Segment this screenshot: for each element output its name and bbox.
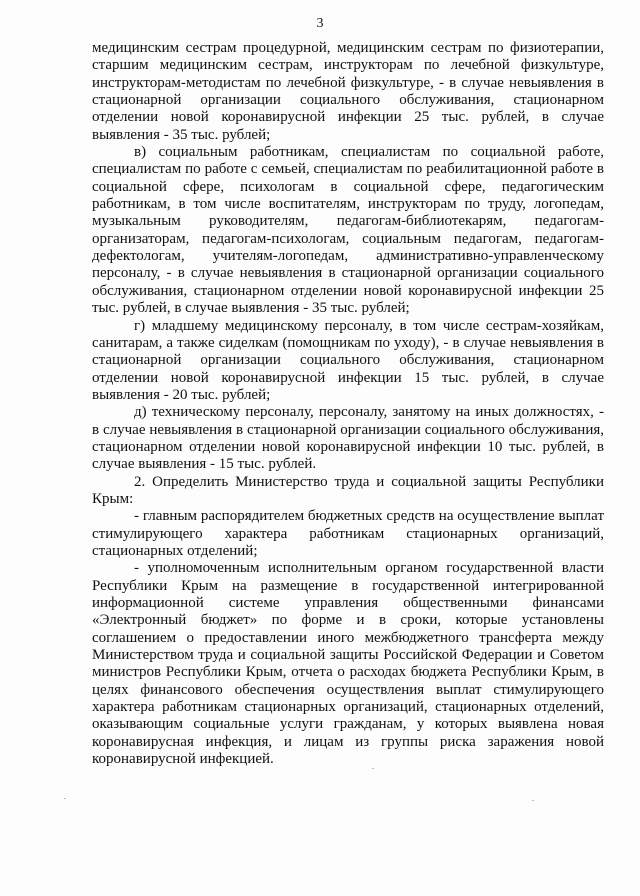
paragraph-continuation: медицинским сестрам процедурной, медицинским сестрам по физиотерапии, старшим медицинским сестрам, инструкторам по лечебной физкультуре, инструкторам-методистам по лечебной физкультуре, - в случае невыявления в стационарной организации социального обслуживания, стационарном отделении новой коронавирусной инфекции 25 тыс. рублей, в случае выявления - 35 тыс. рублей; bbox=[92, 40, 604, 143]
scan-speck bbox=[532, 800, 534, 801]
paragraph-dash-authorized-body: - уполномоченным исполнительным органом государственной власти Республики Крым на размещение в государственной интегрированной информационной системе управления общественными финансами «Электронный бюджет» по форме и в сроки, которые установлены соглашением о предоставлении иного межбюджетного трансферта между Министерством труда и социальной защиты Российской Федерации и Советом министров Республики Крым, отчета о расходах бюджета Республики Крым, в целях финансового обеспечения осуществления выплат стимулирующего характера работникам стационарных организаций, стационарных отделений, оказывающим социальные услуги гражданам, у которых выявлена новая коронавирусная инфекция, и лицам из группы риска заражения новой коронавирусной инфекцией. bbox=[92, 560, 604, 768]
document-body bbox=[92, 40, 604, 768]
scan-speck bbox=[372, 768, 374, 769]
paragraph-item-g: г) младшему медицинскому персоналу, в том числе сестрам-хозяйкам, санитарам, а также сиделкам (помощникам по уходу), - в случае невыявления в стационарной организации социального обслуживания, стационарном отделении новой коронавирусной инфекции 15 тыс. рублей, в случае выявления - 20 тыс. рублей; bbox=[92, 317, 604, 403]
paragraph-item-v: в) социальным работникам, специалистам по социальной работе, специалистам по работе с семьей, специалистам по реабилитационной работе в социальной сфере, психологам в социальной сфере, педагогическим работникам, в том числе воспитателям, инструкторам по труду, логопедам, музыкальным руководителям, педагогам-библиотекарям, педагогам-организаторам, педагогам-психологам, социальным педагогам, педагогам-дефектологам, учителям-логопедам, административно-управленческому персоналу, - в случае невыявления в стационарной организации социального обслуживания, стационарном отделении новой коронавирусной инфекции 25 тыс. рублей, в случае выявления - 35 тыс. рублей; bbox=[92, 144, 604, 317]
page-number: 3 bbox=[316, 16, 324, 31]
paragraph-dash-distributor: - главным распорядителем бюджетных средств на осуществление выплат стимулирующего характера работникам стационарных организаций, стационарных отделений; bbox=[92, 508, 604, 559]
paragraph-item-d: д) техническому персоналу, персоналу, занятому на иных должностях, - в случае невыявления в стационарной организации социального обслуживания, стационарном отделении новой коронавирусной инфекции 10 тыс. рублей, в случае выявления - 15 тыс. рублей. bbox=[92, 404, 604, 473]
scan-speck bbox=[64, 798, 66, 799]
paragraph-clause-2: 2. Определить Министерство труда и социальной защиты Республики Крым: bbox=[92, 473, 604, 507]
